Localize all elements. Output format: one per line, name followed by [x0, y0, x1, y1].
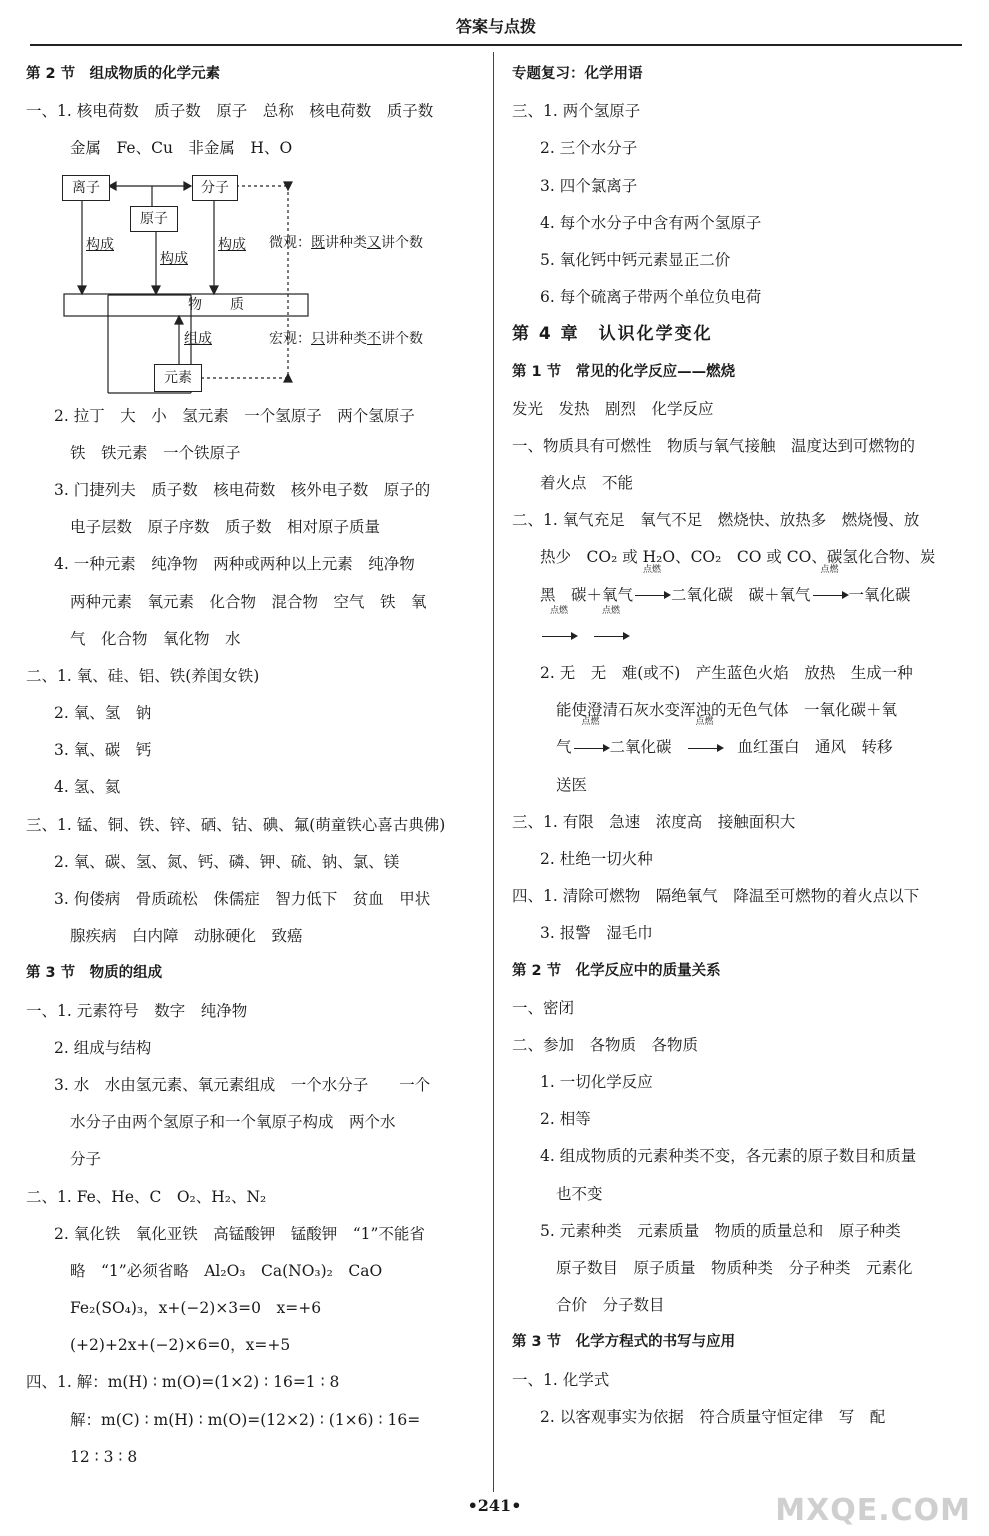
- equation-line: [512, 717, 972, 766]
- answer-line: 三、1. 有限 急速 浓度高 接触面积大: [512, 812, 796, 831]
- equation-text: 二氧化碳 碳＋氧气: [671, 585, 811, 604]
- watermark: MXQE.COM: [775, 1493, 971, 1528]
- answer-line: 二、1. 氧气充足 氧气不足 燃烧快、放热多 燃烧慢、放: [512, 511, 920, 530]
- section-title: 第 3 节 物质的组成: [26, 965, 163, 982]
- answer-line: 二、参加 各物质 各物质: [512, 1035, 699, 1054]
- answer-line: 一、1. 元素符号 数字 纯净物: [26, 1001, 248, 1020]
- equation-text: 黑 碳＋氧气: [540, 585, 634, 604]
- answer-line: 一、物质具有可燃性 物质与氧气接触 温度达到可燃物的: [512, 436, 916, 455]
- answer-line: 也不变: [556, 1184, 603, 1203]
- molecule-box: 分子: [192, 175, 238, 201]
- reaction-arrow: [592, 605, 630, 655]
- reaction-arrow: [572, 717, 610, 766]
- answer-line: 3. 水 水由氢元素、氧元素组成 一个水分子 一个: [54, 1075, 431, 1094]
- compose-label: 组成: [184, 330, 212, 347]
- answer-line: 3. 报警 湿毛巾: [540, 924, 653, 943]
- answer-line: 4. 组成物质的元素种类不变，各元素的原子数目和质量: [540, 1147, 917, 1166]
- atom-box: 原子: [130, 206, 178, 232]
- answer-line: 1. 一切化学反应: [540, 1073, 653, 1092]
- reaction-arrow: [633, 564, 671, 614]
- answer-line: 原子数目 原子质量 物质种类 分子种类 元素化: [556, 1259, 913, 1277]
- ion-box: 离子: [62, 175, 110, 201]
- equation-text: 二氧化碳: [609, 738, 672, 757]
- arrow-label: 点燃: [549, 605, 568, 616]
- answer-line: 分子: [70, 1150, 102, 1169]
- form-label: 构成: [160, 250, 188, 267]
- macro-note: [269, 328, 423, 348]
- answer-line: 2. 相等: [540, 1110, 591, 1129]
- answer-line: 5. 氧化钙中钙元素显正二价: [540, 250, 731, 269]
- page-number: •241•: [467, 1496, 522, 1515]
- form-label: 构成: [218, 236, 246, 253]
- arrow-label: 点燃: [581, 717, 600, 728]
- answer-line: 铁 铁元素 一个铁原子: [70, 443, 241, 462]
- answer-line: 2. 以客观事实为依据 符合质量守恒定律 写 配: [540, 1407, 886, 1426]
- answer-line: 金属 Fe、Cu 非金属 H、O: [70, 139, 293, 158]
- reaction-arrow: [686, 717, 724, 766]
- answer-line: 三、1. 锰、铜、铁、锌、硒、钴、碘、氟(萌童铁心喜古典佛): [26, 815, 446, 834]
- micro-word: 讲个数: [381, 234, 423, 251]
- answer-line: 略 “1”必须省略 Al₂O₃ Ca(NO₃)₂ CaO: [70, 1261, 383, 1280]
- macro-word: 讲种类: [325, 330, 367, 347]
- answer-line: 四、1. 清除可燃物 隔绝氧气 降温至可燃物的着火点以下: [512, 887, 920, 906]
- answer-line: 合价 分子数目: [556, 1296, 665, 1315]
- chapter-title: 第 4 章 认识化学变化: [512, 324, 713, 345]
- answer-line: 2. 拉丁 大 小 氢元素 一个氢原子 两个氢原子: [54, 406, 415, 425]
- matter-label: 物 质: [188, 296, 244, 313]
- answer-line: 3. 氧、碳 钙: [54, 741, 152, 760]
- macro-word: 不: [367, 330, 381, 347]
- reaction-arrow: [811, 564, 849, 614]
- answer-line: 发光 发热 剧烈 化学反应: [512, 399, 714, 418]
- answer-line: 水分子由两个氢原子和一个氧原子构成 两个水: [70, 1113, 396, 1132]
- diagram-lines: [26, 168, 481, 398]
- answer-line: 12 ∶ 3 ∶ 8: [70, 1447, 138, 1466]
- column-divider: [493, 52, 494, 1492]
- equation-text: 一氧化碳: [848, 585, 911, 604]
- element-box: 元素: [154, 364, 202, 392]
- answer-line: 2. 氧化铁 氧化亚铁 高锰酸钾 锰酸钾 “1”不能省: [54, 1224, 425, 1243]
- answer-line: 二、1. Fe、He、C O₂、H₂、N₂: [26, 1187, 267, 1206]
- answer-line: 3. 门捷列夫 质子数 核电荷数 核外电子数 原子的: [54, 480, 431, 499]
- micro-word: 又: [367, 234, 381, 251]
- answer-line: 电子层数 原子序数 质子数 相对原子质量: [70, 518, 381, 537]
- answer-line: 热少 CO₂ 或 H₂O、CO₂ CO 或 CO、碳氢化合物、炭: [540, 548, 936, 567]
- answer-line: 6. 每个硫离子带两个单位负电荷: [540, 288, 762, 307]
- answer-line: 2. 氧、氢 钠: [54, 704, 152, 723]
- section-title: 第 2 节 化学反应中的质量关系: [512, 962, 721, 979]
- answer-line: 2. 氧、碳、氢、氮、钙、磷、钾、硫、钠、氯、镁: [54, 852, 400, 871]
- answer-line: 4. 每个水分子中含有两个氢原子: [540, 213, 762, 232]
- answer-line: 3. 四个氯离子: [540, 176, 638, 195]
- micro-note: [269, 232, 423, 252]
- answer-line: 2. 组成与结构: [54, 1038, 152, 1057]
- answer-line: 三、1. 两个氢原子: [512, 102, 641, 121]
- right-column: [512, 56, 972, 1436]
- answer-line: 送医: [556, 775, 588, 794]
- section-title: 专题复习：化学用语: [512, 66, 643, 82]
- answer-line: 解：m(C) ∶ m(H) ∶ m(O)=(12×2) ∶ (1×6) ∶ 16=: [70, 1410, 421, 1429]
- micro-word: 讲种类: [325, 234, 367, 251]
- answer-line: 四、1. 解：m(H) ∶ m(O)=(1×2) ∶ 16=1 ∶ 8: [26, 1373, 340, 1392]
- answer-line: 2. 杜绝一切火种: [540, 849, 653, 868]
- macro-word: 讲个数: [381, 330, 423, 347]
- answer-line: 3. 佝偻病 骨质疏松 侏儒症 智力低下 贫血 甲状: [54, 890, 431, 908]
- answer-line: 能使澄清石灰水变浑浊的无色气体 一氧化碳＋氧: [556, 701, 898, 720]
- answer-line: 一、1. 化学式: [512, 1370, 610, 1389]
- answer-line: 一、1. 核电荷数 质子数 原子 总称 核电荷数 质子数: [26, 102, 434, 121]
- answer-line: 腺疾病 白内障 动脉硬化 致癌: [70, 927, 303, 946]
- arrow-label: 点燃: [643, 564, 662, 575]
- concept-diagram: [26, 168, 481, 398]
- answer-line: 一、密闭: [512, 998, 575, 1017]
- answer-line: 2. 三个水分子: [540, 139, 638, 158]
- equation-text: 气: [556, 738, 572, 757]
- micro-word: 既: [311, 234, 325, 251]
- left-column: [26, 56, 481, 1476]
- arrow-label: 点燃: [820, 564, 839, 575]
- answer-line: 两种元素 氧元素 化合物 混合物 空气 铁 氧: [70, 592, 427, 611]
- equation-line: [512, 605, 972, 655]
- header-title: 答案与点拨: [455, 17, 536, 36]
- answer-line: 二、1. 氧、硅、铝、铁(养闺女铁): [26, 666, 260, 685]
- macro-prefix: 宏观：: [269, 330, 311, 347]
- section-title: 第 2 节 组成物质的化学元素: [26, 66, 221, 82]
- answer-line: (+2)+2x+(−2)×6=0，x=+5: [70, 1336, 291, 1355]
- micro-prefix: 微观：: [269, 234, 311, 251]
- answer-line: 4. 一种元素 纯净物 两种或两种以上元素 纯净物: [54, 555, 415, 574]
- equation-line: [512, 564, 972, 614]
- reaction-arrow: [540, 605, 578, 655]
- arrow-label: 点燃: [695, 717, 714, 728]
- answer-line: 着火点 不能: [540, 474, 634, 493]
- answer-line: 2. 无 无 难(或不) 产生蓝色火焰 放热 生成一种: [540, 664, 913, 682]
- answer-line: 4. 氢、氦: [54, 778, 121, 797]
- macro-word: 只: [311, 330, 325, 347]
- section-title: 第 3 节 化学方程式的书写与应用: [512, 1334, 736, 1351]
- page-header: [30, 10, 962, 46]
- equation-text: 血红蛋白 通风 转移: [737, 738, 893, 757]
- answer-line: 气 化合物 氧化物 水: [70, 629, 241, 648]
- arrow-label: 点燃: [601, 605, 620, 616]
- section-title: 第 1 节 常见的化学反应——燃烧: [512, 363, 736, 380]
- answer-line: Fe₂(SO₄)₃，x+(−2)×3=0 x=+6: [70, 1299, 322, 1318]
- answer-line: 5. 元素种类 元素质量 物质的质量总和 原子种类: [540, 1221, 901, 1240]
- form-label: 构成: [86, 236, 114, 253]
